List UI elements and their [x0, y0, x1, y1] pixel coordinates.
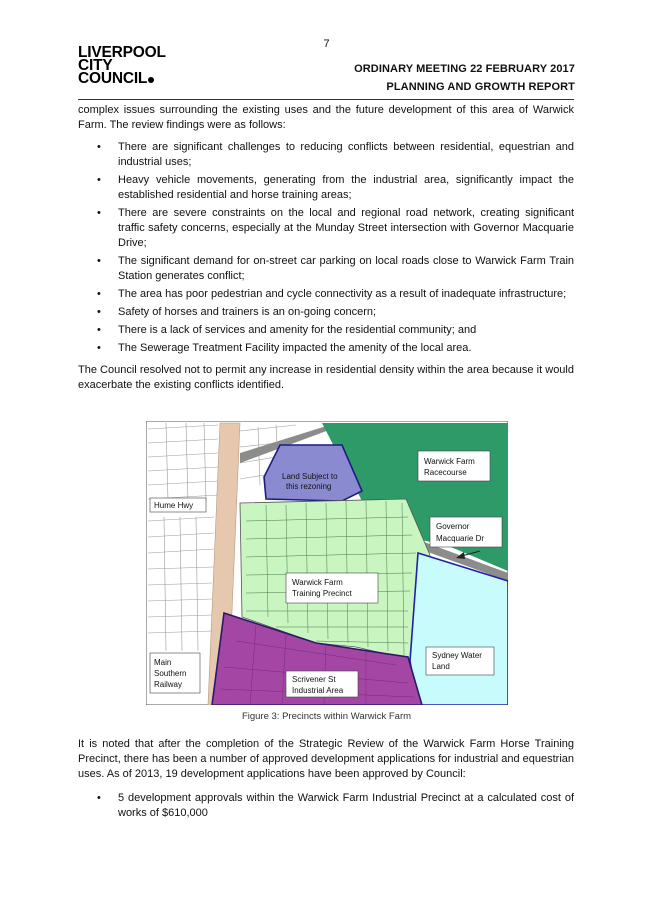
svg-text:Scrivener St: Scrivener St — [292, 675, 336, 684]
logo-line-2: CITY — [78, 57, 113, 74]
resolution-paragraph: The Council resolved not to permit any increase in residential density within the area because it would exacerbate the existing conflicts identified. — [78, 364, 574, 391]
approval-item: • 5 development approvals within the Warwick Farm Industrial Precinct at a calculated cost of works of $610,000 — [97, 792, 574, 819]
svg-text:Main: Main — [154, 658, 172, 667]
bullet-icon: • — [97, 306, 101, 318]
label-racecourse — [418, 451, 490, 481]
bullet-icon: • — [97, 324, 101, 336]
finding-item: • There is a lack of services and amenity for the residential community; and — [97, 324, 477, 336]
label-industrial-area — [286, 671, 358, 697]
findings-list — [78, 140, 574, 356]
svg-text:Racecourse: Racecourse — [424, 468, 467, 477]
report-header — [354, 60, 575, 96]
finding-item: • The significant demand for on-street car parking on local roads close to Warwick Farm Train Station generates conflict; — [97, 255, 574, 282]
page-number: 7 — [323, 38, 330, 50]
svg-text:Governor: Governor — [436, 522, 470, 531]
finding-item: • There are severe constraints on the local and regional road network, creating significant traffic safety concerns, especially at the Munday Street intersection with Governor Macquarie Drive; — [97, 207, 574, 249]
svg-text:Sydney Water: Sydney Water — [432, 651, 482, 660]
approvals-list — [78, 791, 574, 821]
bullet-icon: • — [97, 255, 101, 267]
figure-caption: Figure 3: Precincts within Warwick Farm — [241, 711, 412, 722]
bullet-icon: • — [97, 207, 101, 219]
finding-item: • Safety of horses and trainers is an on-going concern; — [97, 306, 377, 318]
svg-text:Warwick Farm: Warwick Farm — [292, 578, 343, 587]
svg-text:Land Subject to: Land Subject to — [282, 472, 338, 481]
logo-dot-icon — [148, 77, 154, 83]
finding-item: • The Sewerage Treatment Facility impacted the amenity of the local area. — [97, 342, 472, 354]
svg-text:Railway: Railway — [154, 680, 183, 689]
sydney-water-area — [410, 553, 508, 705]
svg-text:this rezoning: this rezoning — [286, 482, 332, 491]
finding-item: • Heavy vehicle movements, generating from the industrial area, significantly impact the established residential and horse training areas; — [97, 174, 574, 201]
logo-line-1: LIVERPOOL — [78, 44, 166, 61]
finding-item: • The area has poor pedestrian and cycle connectivity as a result of inadequate infrastructure; — [97, 288, 567, 300]
bullet-icon: • — [97, 141, 101, 153]
logo-line-3: COUNCIL — [78, 70, 148, 87]
precinct-map — [146, 421, 508, 705]
svg-text:Warwick Farm: Warwick Farm — [424, 457, 475, 466]
council-logo — [78, 46, 166, 85]
report-body-continued — [78, 737, 574, 828]
meeting-title: ORDINARY MEETING 22 FEBRUARY 2017 — [354, 63, 575, 75]
label-hume-highway — [150, 498, 206, 512]
svg-text:Macquarie Dr: Macquarie Dr — [436, 534, 485, 543]
label-training-precinct — [286, 573, 378, 603]
label-sydney-water — [426, 647, 494, 675]
svg-text:Hume Hwy: Hume Hwy — [154, 501, 194, 510]
label-land-subject — [282, 472, 338, 491]
bullet-icon: • — [97, 792, 101, 804]
label-governor-macquarie — [430, 517, 502, 547]
svg-text:Industrial Area: Industrial Area — [292, 686, 344, 695]
report-title: PLANNING AND GROWTH REPORT — [386, 81, 575, 93]
bullet-icon: • — [97, 174, 101, 186]
report-body — [78, 103, 574, 393]
label-railway — [150, 653, 200, 693]
bullet-icon: • — [97, 288, 101, 300]
svg-text:Training Precinct: Training Precinct — [292, 589, 352, 598]
finding-item: • There are significant challenges to reducing conflicts between residential, equestrian and industrial uses; — [97, 141, 574, 168]
intro-paragraph: complex issues surrounding the existing uses and the future development of this area of Warwick Farm. The review findings were as follows: — [78, 104, 574, 131]
svg-text:Land: Land — [432, 662, 450, 671]
header-divider — [78, 99, 574, 100]
svg-text:Southern: Southern — [154, 669, 187, 678]
followup-paragraph: It is noted that after the completion of the Strategic Review of the Warwick Farm Horse Training Precinct, there has been a number of approved development applications for industrial and equestrian uses. As of 2013, 19 development applications have been approved by Council: — [78, 738, 574, 780]
bullet-icon: • — [97, 342, 101, 354]
